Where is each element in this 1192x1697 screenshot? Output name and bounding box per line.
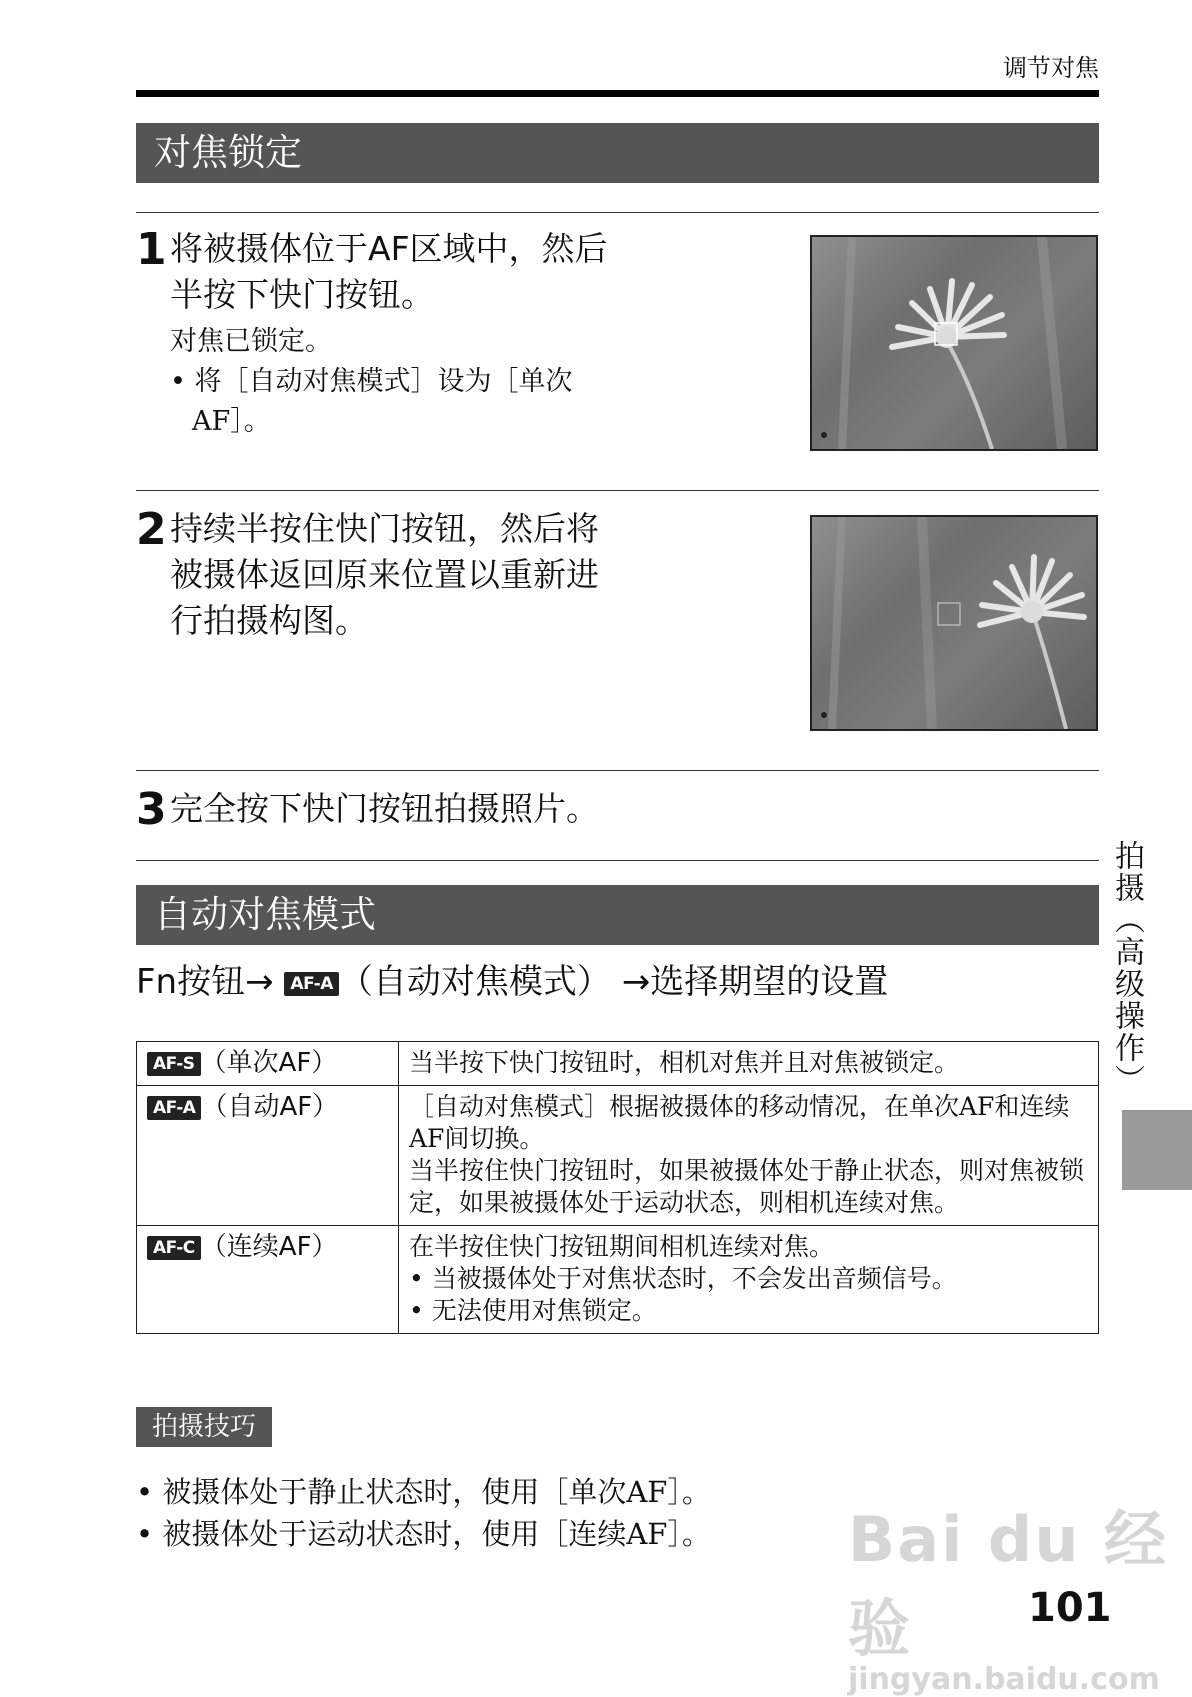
- path-af-mode: （自动对焦模式）: [338, 962, 611, 1002]
- flower-photo-recomposed: [810, 515, 1098, 731]
- watermark-logo: [848, 1490, 1192, 1697]
- running-header: 调节对焦: [1003, 54, 1099, 82]
- desc-paragraph: 在半按住快门按钮期间相机连续对焦。: [409, 1232, 835, 1261]
- table-row: [137, 1086, 1099, 1226]
- step-1-text: [170, 226, 608, 318]
- tip-text: 被摄体处于静止状态时，使用［单次AF］。: [162, 1475, 711, 1509]
- mode-description: [399, 1226, 1099, 1334]
- desc-bullet: • 当被摄体处于对焦状态时，不会发出音频信号。: [409, 1264, 957, 1293]
- watermark-sub: jingyan.baidu.com: [848, 1662, 1160, 1697]
- path-select-setting: 选择期望的设置: [650, 962, 889, 1002]
- table-row: [137, 1042, 1099, 1086]
- step-1-line-1: 将被摄体位于AF区域中，然后: [170, 229, 608, 268]
- step-1-bullet: • 将［自动对焦模式］设为［单次 AF］。: [170, 366, 573, 437]
- divider: [136, 860, 1099, 861]
- step-1-notes: [170, 322, 650, 442]
- step-1-bullet-line-2: AF］。: [192, 406, 271, 437]
- flower-illustration: [812, 517, 1096, 729]
- step-2-line-3: 行拍摄构图。: [170, 601, 368, 640]
- step-1-line-2: 半按下快门按钮。: [170, 275, 434, 314]
- table-row: [137, 1226, 1099, 1334]
- tips-list: [136, 1471, 711, 1555]
- tip-text: 被摄体处于运动状态时，使用［连续AF］。: [162, 1517, 711, 1551]
- step-1-bullet-line-1: 将［自动对焦模式］设为［单次: [194, 366, 573, 397]
- section-title-focus-lock: 对焦锁定: [136, 123, 1099, 183]
- divider: [136, 490, 1099, 491]
- step-3-text: 完全按下快门按钮拍摄照片。: [170, 789, 599, 828]
- af-s-badge-icon: AF-S: [147, 1052, 201, 1076]
- tip-label: 拍摄技巧: [136, 1407, 272, 1447]
- mode-name: （自动AF）: [201, 1092, 339, 1122]
- step-1-note: 对焦已锁定。: [170, 326, 332, 357]
- desc-paragraph: 当半按住快门按钮时，如果被摄体处于静止状态，则对焦被锁定，如果被摄体处于运动状态，则相机连续对焦。: [409, 1156, 1085, 1217]
- divider: [136, 212, 1099, 213]
- af-a-badge-icon: AF-A: [284, 972, 338, 996]
- page-number: 101: [1028, 1585, 1112, 1631]
- af-c-badge-icon: AF-C: [147, 1236, 201, 1260]
- arrow-icon: →: [245, 962, 274, 1002]
- af-a-badge-icon: AF-A: [147, 1096, 201, 1120]
- arrow-icon: →: [621, 962, 651, 1002]
- desc-bullet: • 无法使用对焦锁定。: [409, 1296, 657, 1325]
- menu-path: [136, 960, 888, 1004]
- watermark-main: Bai du 经验: [848, 1503, 1169, 1665]
- desc-paragraph: ［自动对焦模式］根据被摄体的移动情况，在单次AF和连续AF间切换。: [409, 1092, 1070, 1153]
- flower-photo-focus-centered: [810, 235, 1098, 451]
- side-chapter-label: 拍摄（高级操作）: [1109, 840, 1144, 1096]
- path-fn-button: Fn按钮: [136, 962, 246, 1002]
- step-3-number: 3: [136, 784, 167, 835]
- list-item: • 被摄体处于运动状态时，使用［连续AF］。: [136, 1517, 711, 1551]
- side-thumb-tab: [1122, 1110, 1192, 1190]
- divider: [136, 770, 1099, 771]
- step-2-text: [170, 506, 599, 644]
- header-rule: [136, 90, 1099, 97]
- mode-cell: [137, 1086, 399, 1226]
- mode-cell: [137, 1226, 399, 1334]
- mode-name: （单次AF）: [200, 1048, 338, 1078]
- af-mode-table: [136, 1041, 1099, 1334]
- flower-illustration: [812, 237, 1096, 449]
- step-1-number: 1: [136, 224, 167, 275]
- step-2-line-2: 被摄体返回原来位置以重新进: [170, 555, 599, 594]
- section-title-af-mode: 自动对焦模式: [136, 885, 1099, 945]
- step-2-line-1: 持续半按住快门按钮，然后将: [170, 509, 599, 548]
- bullet-text: 无法使用对焦锁定。: [431, 1296, 657, 1325]
- list-item: • 被摄体处于静止状态时，使用［单次AF］。: [136, 1475, 711, 1509]
- mode-description: [399, 1086, 1099, 1226]
- mode-name: （连续AF）: [200, 1232, 338, 1262]
- step-2-number: 2: [136, 504, 167, 555]
- mode-cell: [137, 1042, 399, 1086]
- bullet-text: 当被摄体处于对焦状态时，不会发出音频信号。: [431, 1264, 957, 1293]
- mode-description: 当半按下快门按钮时，相机对焦并且对焦被锁定。: [399, 1042, 1099, 1086]
